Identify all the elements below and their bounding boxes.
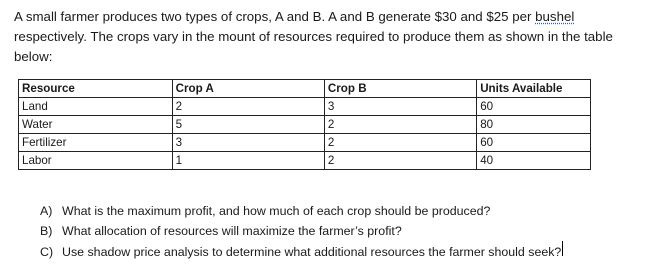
problem-statement: [14, 7, 639, 67]
question-list: [40, 202, 563, 263]
question-text: Use shadow price analysis to determine what additional resources the farmer should seek?: [62, 245, 562, 259]
table-header-row: [19, 80, 591, 98]
cell-resource: Fertilizer: [19, 134, 173, 152]
list-marker: B): [40, 223, 53, 238]
intro-line-3: below:: [14, 49, 53, 64]
cell-crop-a: 5: [172, 116, 324, 134]
cell-crop-b: 2: [324, 116, 476, 134]
intro-line-1: [14, 7, 639, 27]
question-text: What is the maximum profit, and how much of each crop should be produced?: [62, 204, 491, 218]
question-text: What allocation of resources will maximize the farmer’s profit?: [62, 223, 402, 238]
cell-crop-b: 3: [324, 98, 476, 116]
cell-resource: Labor: [19, 152, 173, 170]
spellcheck-word[interactable]: bushel: [535, 9, 575, 24]
resource-table: [18, 79, 591, 170]
list-marker: C): [40, 245, 54, 259]
cell-units: 40: [477, 152, 591, 170]
table-row: [19, 152, 591, 170]
cell-crop-b: 2: [324, 152, 476, 170]
cell-resource: Land: [19, 98, 173, 116]
cell-crop-a: 3: [172, 134, 324, 152]
table-row: [19, 116, 591, 134]
cell-units: 60: [477, 134, 591, 152]
header-resource: Resource: [19, 80, 173, 98]
text-cursor: [562, 241, 563, 256]
cell-crop-b: 2: [324, 134, 476, 152]
header-crop-b: Crop B: [324, 80, 476, 98]
header-crop-a: Crop A: [172, 80, 324, 98]
header-units-available: Units Available: [477, 80, 591, 98]
cell-units: 80: [477, 116, 591, 134]
list-item: [40, 241, 563, 263]
cell-crop-a: 2: [172, 98, 324, 116]
cell-resource: Water: [19, 116, 173, 134]
list-marker: A): [40, 204, 53, 218]
cell-units: 60: [477, 98, 591, 116]
cell-crop-a: 1: [172, 152, 324, 170]
table-row: [19, 134, 591, 152]
intro-line-1-text: A small farmer produces two types of crops, A and B. A and B generate $30 and $25 per: [14, 9, 536, 24]
intro-line-2: respectively. The crops vary in the mount of resources required to produce them as shown in the table: [14, 29, 613, 44]
table-row: [19, 98, 591, 116]
list-item: [40, 202, 563, 222]
list-item: [40, 222, 563, 242]
